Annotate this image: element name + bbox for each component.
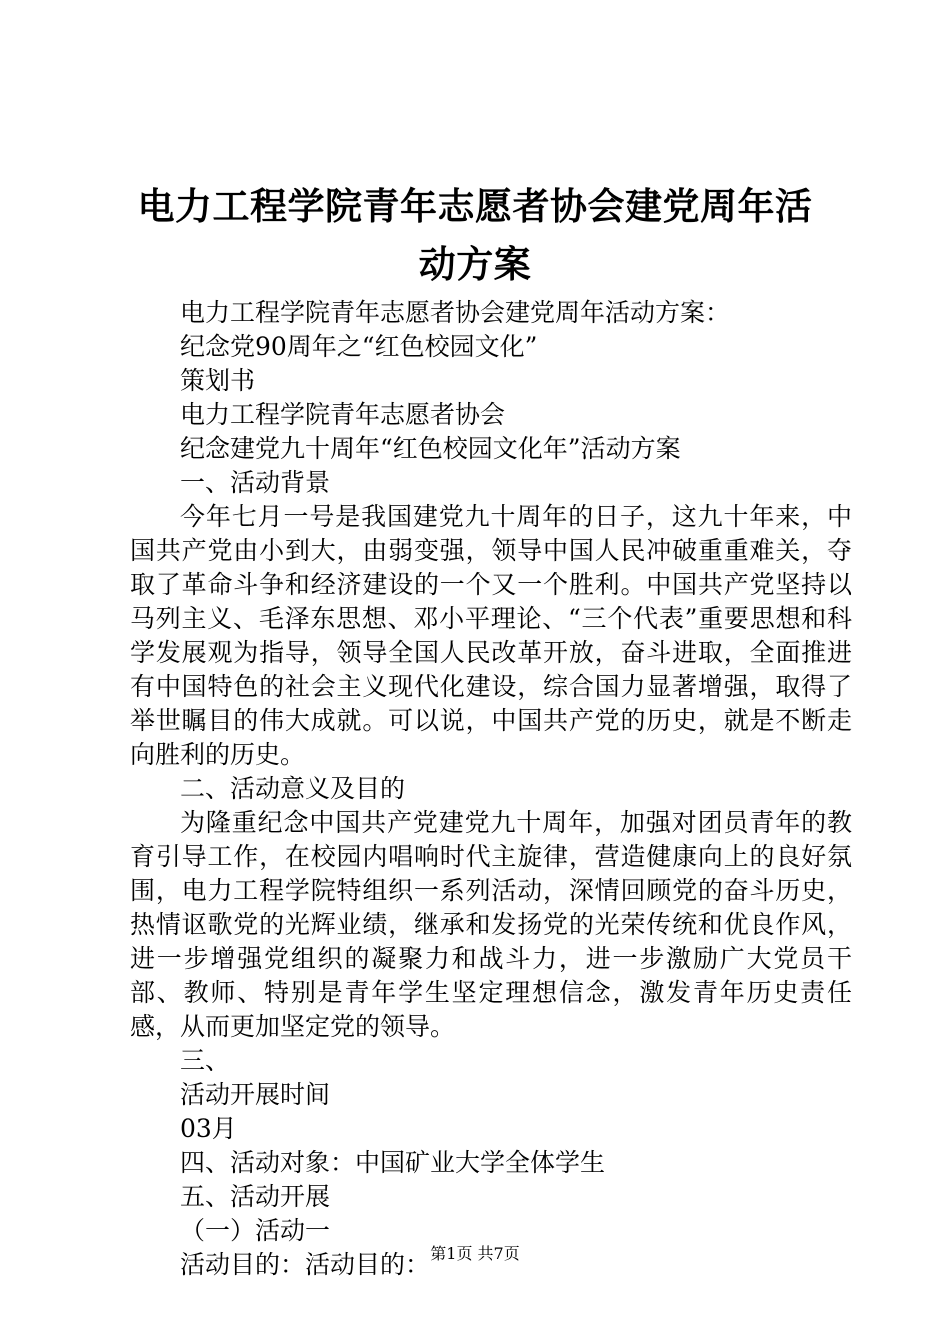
paragraph-background: 今年七月一号是我国建党九十周年的日子，这九十年来，中国共产党由小到大，由弱变强，领导中国人民冲破重重难关，夺取了革命斗争和经济建设的一个又一个胜利。中国共产党坚持以马列主义、毛泽东思想、邓小平理论、“三个代表”重要思想和科学发展观为指导，领导全国人民改革开放，奋斗进取，全面推进有中国特色的社会主义现代化建设，综合国力显著增强，取得了举世瞩目的伟大成就。可以说，中国共产党的历史，就是不断走向胜利的历史。	[130, 502, 852, 769]
heading-purpose: 二、活动意义及目的	[180, 774, 406, 803]
document-body	[130, 296, 852, 1282]
heading-three: 三、	[180, 1046, 231, 1075]
heading-target: 四、活动对象：中国矿业大学全体学生	[180, 1148, 606, 1177]
intro-line-organizer: 电力工程学院青年志愿者协会	[180, 400, 506, 429]
line-month: 03月	[180, 1114, 237, 1143]
document-title: 电力工程学院青年志愿者协会建党周年活动方案	[137, 185, 813, 286]
intro-line-plan-name: 纪念建党九十周年“红色校园文化年”活动方案	[180, 434, 681, 463]
line-activity-time: 活动开展时间	[180, 1080, 331, 1109]
heading-background: 一、活动背景	[180, 468, 331, 497]
line-activity-goal: 活动目的：活动目的：	[180, 1250, 431, 1279]
heading-activities: 五、活动开展	[180, 1182, 331, 1211]
intro-line-plan: 策划书	[180, 366, 256, 395]
intro-line-theme: 纪念党90周年之“红色校园文化”	[180, 332, 538, 361]
page-footer	[0, 1242, 950, 1266]
intro-line-title: 电力工程学院青年志愿者协会建党周年活动方案：	[180, 298, 731, 327]
paragraph-purpose: 为隆重纪念中国共产党建党九十周年，加强对团员青年的教育引导工作，在校园内唱响时代主旋律，营造健康向上的良好氛围，电力工程学院特组织一系列活动，深情回顾党的奋斗历史，热情讴歌党的光辉业绩，继承和发扬党的光荣传统和优良作风，进一步增强党组织的凝聚力和战斗力，进一步激励广大党员干部、教师、特别是青年学生坚定理想信念，激发青年历史责任感，从而更加坚定党的领导。	[130, 808, 852, 1041]
page-indicator: 第1页 共7页	[430, 1244, 520, 1263]
line-activity-one: （一）活动一	[180, 1216, 331, 1245]
